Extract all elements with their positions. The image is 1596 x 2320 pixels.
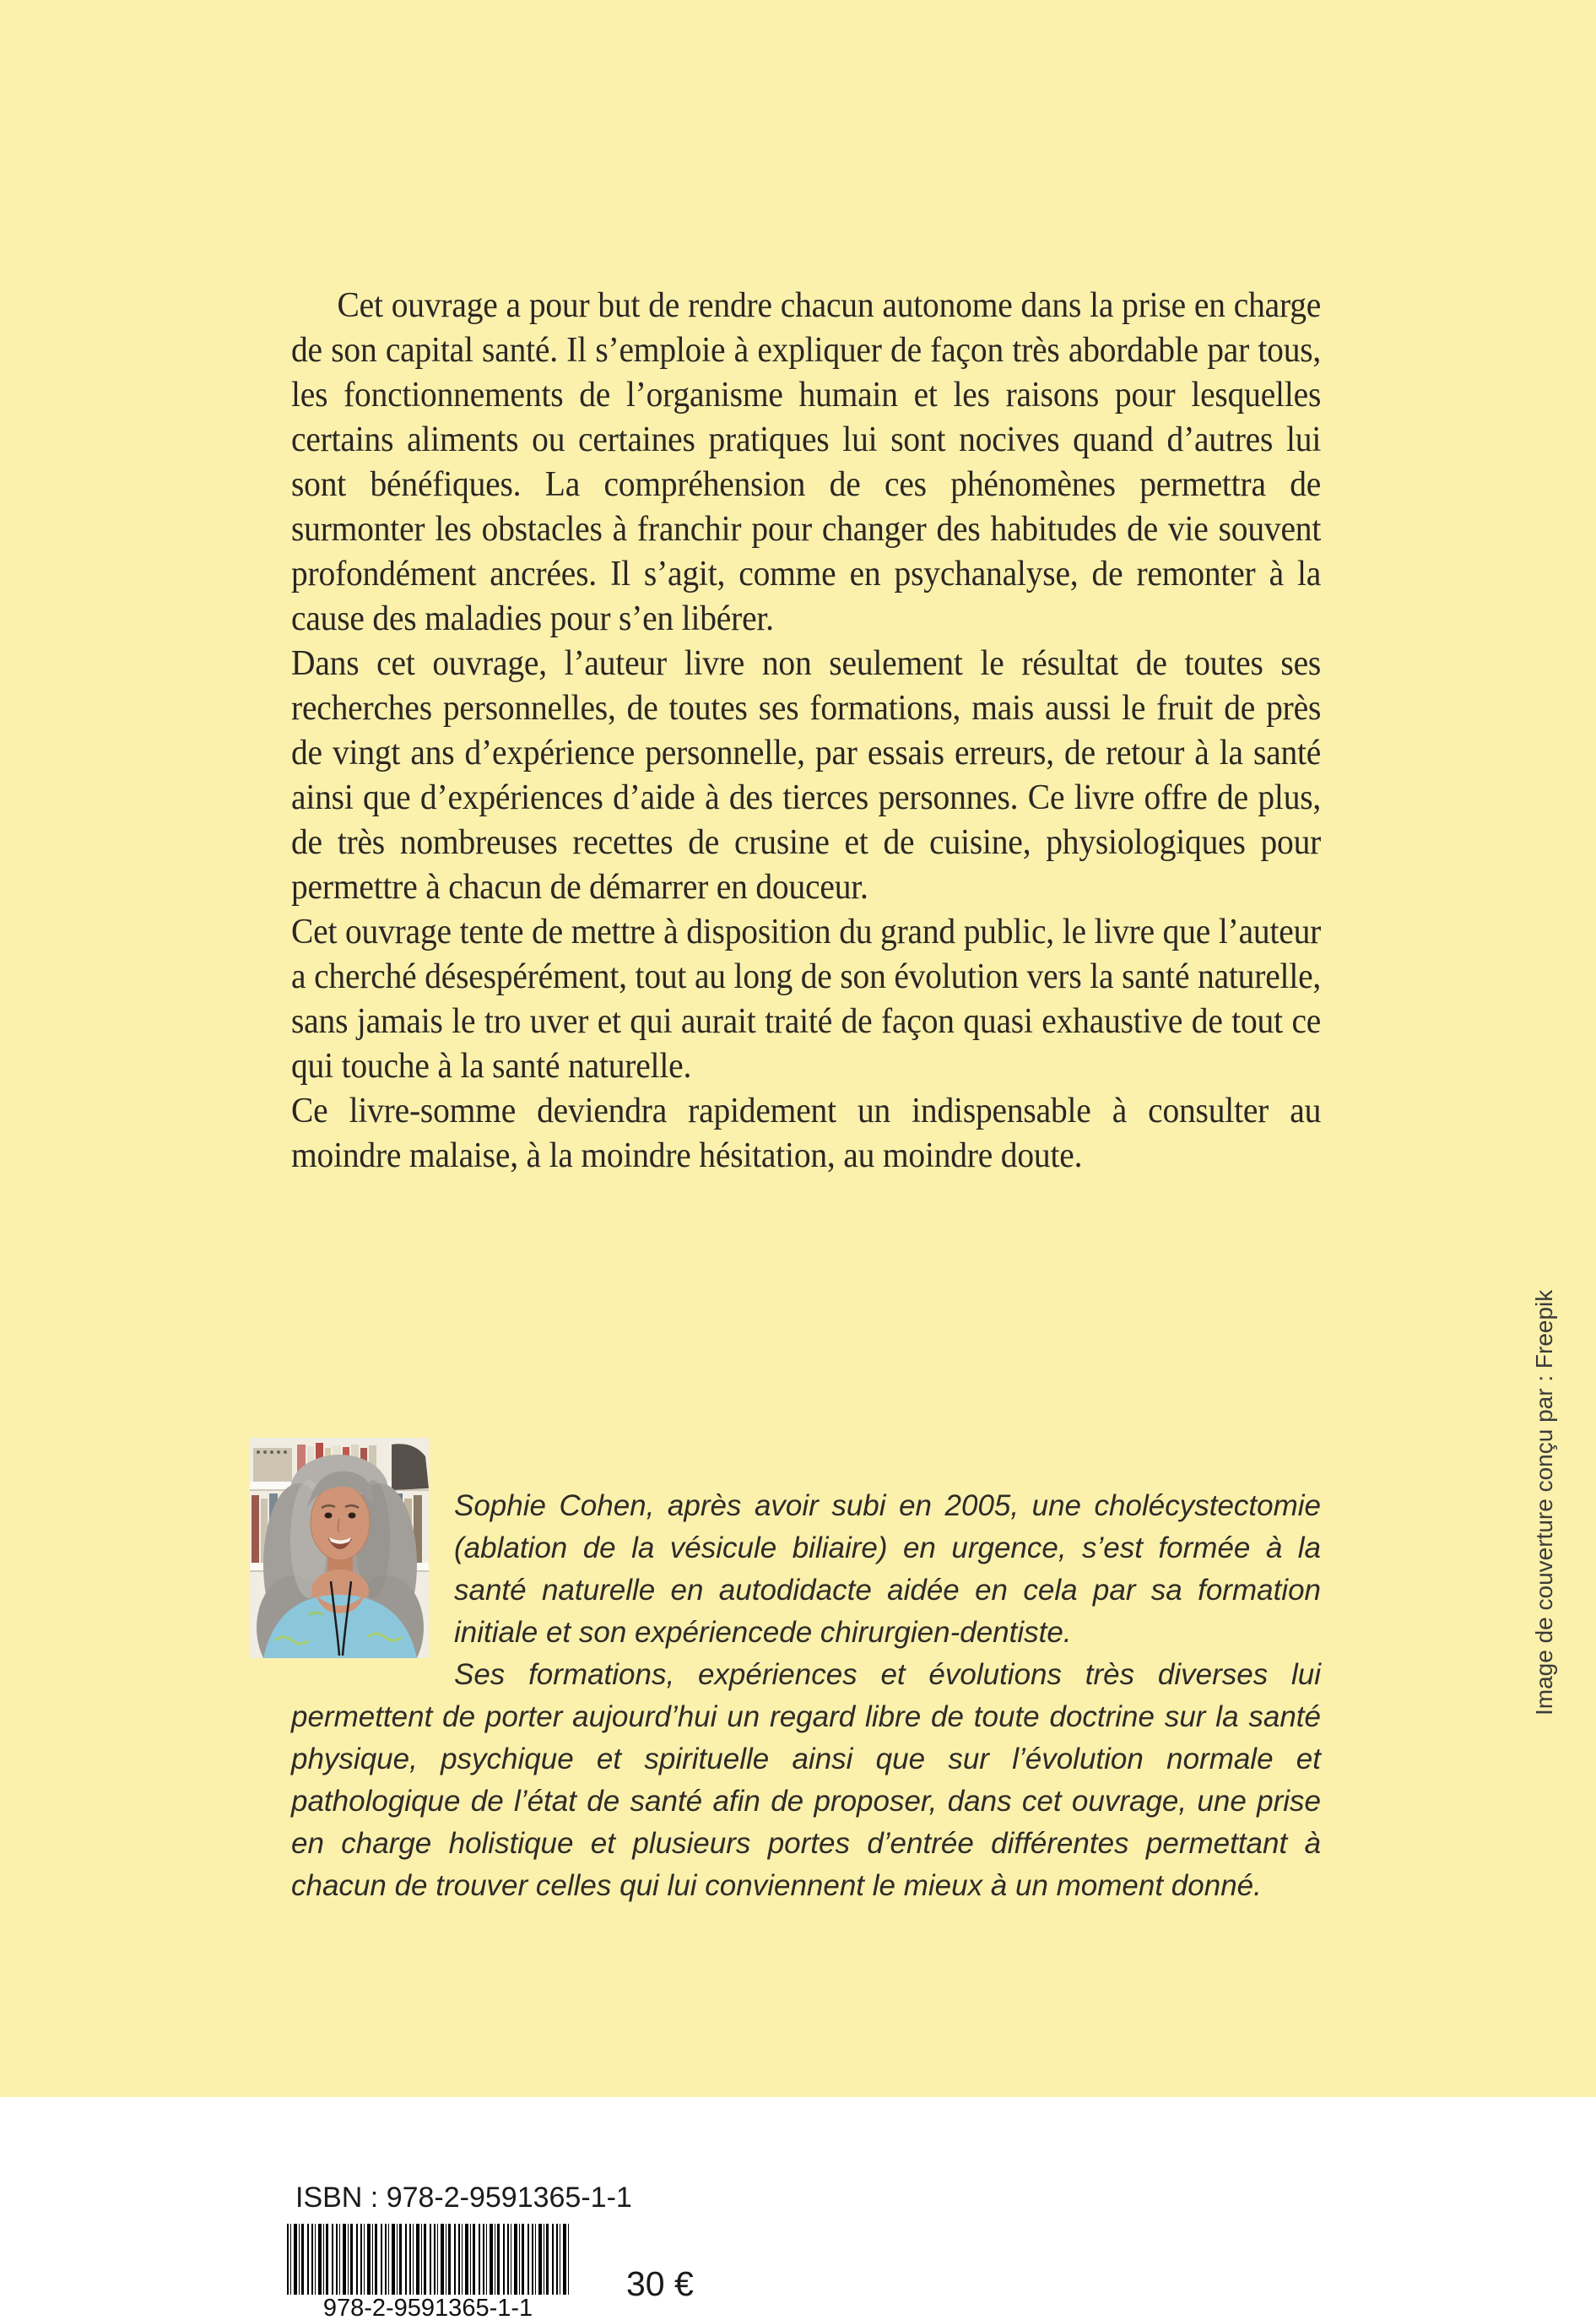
barcode <box>287 2224 569 2295</box>
barcode-number: 978-2-9591365-1-1 <box>322 2295 533 2320</box>
cover-image-credit: Image de couverture conçu par : Freepik <box>1531 1289 1557 1716</box>
author-bio-paragraph-2: Ses formations, expériences et évolutions très diverses lui permettent de porter aujourd’hui un regard libre de toute doctrine sur la santé physique, psychique et spirituelle ainsi que sur l’évolution normale et pathologique de l’état de santé afin de proposer, dans cet ouvrage, une prise en charge holistique et plusieurs portes d’entrée différentes permettant à chacun de trouver celles qui lui conviennent le mieux à un moment donné. <box>291 1658 1321 1902</box>
synopsis-paragraph-3: Cet ouvrage tente de mettre à disposition du grand public, le livre que l’auteur a cherché désespérément, tout au long de son évolution vers la santé naturelle, sans jamais le tro uver et qui aurait traité de façon quasi exhaustive de tout ce qui touche à la santé naturelle. <box>291 913 1322 1086</box>
synopsis-paragraph-1: Cet ouvrage a pour but de rendre chacun autonome dans la prise en charge de son capital santé. Il s’emploie à expliquer de façon très abordable par tous, les fonctionnements de l’organisme humain et les raisons pour lesquelles certains aliments ou certaines pratiques lui sont nocives quand d’autres lui sont bénéfiques. La compréhension de ces phénomènes permettra de surmonter les obstacles à franchir pour changer des habitudes de vie souvent profondément ancrées. Il s’agit, comme en psychanalyse, de remonter à la cause des maladies pour s’en libérer. <box>291 286 1322 638</box>
author-photo <box>250 1438 429 1658</box>
isbn-text: ISBN : 978-2-9591365-1-1 <box>295 2182 632 2214</box>
footer-bar <box>0 2097 1596 2320</box>
synopsis <box>291 284 1321 1179</box>
author-section <box>291 1438 1321 1907</box>
synopsis-paragraph-2: Dans cet ouvrage, l’auteur livre non seulement le résultat de toutes ses recherches personnelles, de toutes ses formations, mais aussi le fruit de près de vingt ans d’expérience personnelle, par essais erreurs, de retour à la santé ainsi que d’expériences d’aide à des tierces personnes. Ce livre offre de plus, de très nombreuses recettes de crusine et de cuisine, physiologiques pour permettre à chacun de démarrer en douceur. <box>291 644 1322 907</box>
author-bio-paragraph-1: Sophie Cohen, après avoir subi en 2005, une cholécystectomie (ablation de la vésicule biliaire) en urgence, s’est formée à la santé naturelle en autodidacte aidée en cela par sa formation initiale et son expériencede chirurgien-dentiste. <box>454 1489 1321 1649</box>
author-photo-illustration <box>250 1438 429 1658</box>
price-text: 30 € <box>626 2264 694 2303</box>
synopsis-paragraph-4: Ce livre-somme deviendra rapidement un indispensable à consulter au moindre malaise, à la moindre hésitation, au moindre doute. <box>291 1092 1322 1175</box>
